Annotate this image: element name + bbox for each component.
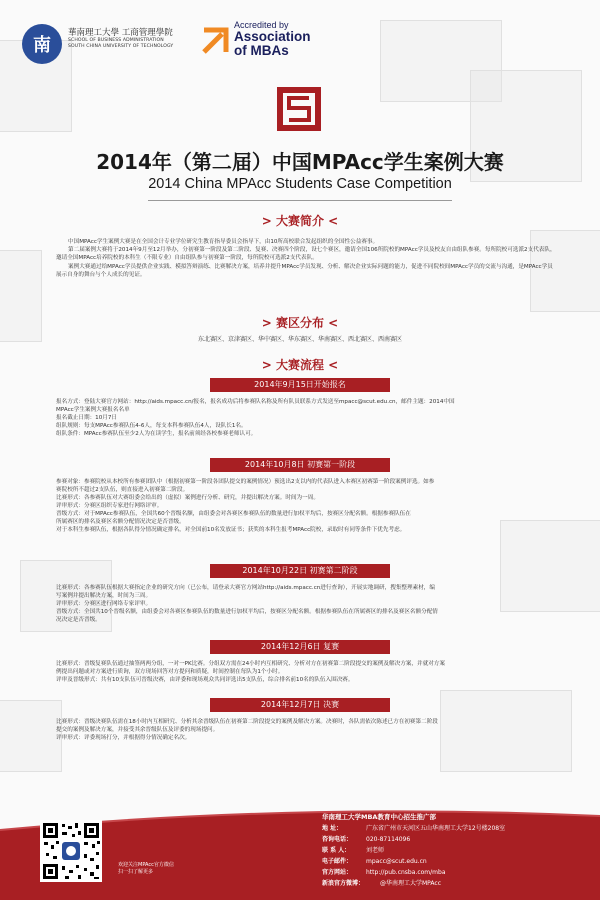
stage-5-line: 提交的案例及解决方案，并接受其余晋级队伍及评委的现场提问。 [56, 727, 219, 733]
regions-heading: > 赛区分布 < [261, 316, 339, 330]
qr-caption-line-1: 欢迎关注MPAcc官方微信 [118, 862, 174, 868]
contact-row-email [322, 856, 592, 867]
stage-1-bar: 2014年9月15日开始报名 [210, 378, 390, 392]
stage-2-bar: 2014年10月8日 初赛第一阶段 [210, 458, 390, 472]
contact-row-person [322, 845, 592, 856]
email-link[interactable]: mpacc@scut.edu.cn [366, 858, 427, 865]
competition-emblem-icon [276, 86, 322, 132]
intro-paragraph-2: 第二届案例大赛将于2014年9月至12月举办，分初赛第一阶段及第二阶段、复赛、决赛四个阶段，设七个赛区，邀请全国106所院校的MPAcc学员及校友自由组队参赛。每所院校可选派2支代表队，邀请全国MPAcc培养院校的本科生（不限专业）自由组队参与初赛第一阶段，每所院校可选派2支代表队。 [56, 247, 556, 262]
seal-glyph: 南 [33, 35, 51, 56]
amba-line-1: Accredited by [234, 20, 289, 30]
stage-5-line: 评审形式：评委现场打分，并根据得分情况确定名次。 [56, 735, 191, 741]
contact-row-website [322, 867, 592, 878]
title-chinese: 2014年（第二届）中国MPAcc学生案例大赛 [96, 150, 504, 174]
contact-row-address [322, 823, 592, 834]
intro-heading: > 大赛简介 < [261, 214, 339, 228]
stage-4-bar: 2014年12月6日 复赛 [210, 640, 390, 654]
regions-list: 东北赛区、京津赛区、华中赛区、华东赛区、华南赛区、西北赛区、西南赛区 [197, 336, 402, 343]
stage-5-details [56, 718, 552, 742]
amba-arrow-icon [200, 26, 230, 56]
stage-2-line: 比赛形式：各参赛队伍对大赛组委会给出的（虚拟）案例进行分析、研究，并提出解决方案。时间为一周。 [56, 495, 319, 501]
contact-row-weibo [322, 878, 592, 889]
school-name-en-2: SOUTH CHINA UNIVERSITY OF TECHNOLOGY [68, 44, 174, 49]
process-heading: > 大赛流程 < [261, 358, 339, 372]
stage-1-line: MPAcc学生案例大赛报名名单 [56, 407, 130, 413]
contact-person-value: 刘老师 [366, 847, 385, 854]
stage-3-line: 况决定是否晋级。 [56, 617, 101, 623]
website-label: 官方网站： [322, 869, 353, 876]
scut-seal-logo [22, 24, 62, 64]
contact-person-label: 联 系 人： [322, 847, 351, 854]
wechat-qr-code[interactable] [40, 820, 102, 882]
stage-1-line: 组队条件：MPAcc参赛队伍至少2人为在读学生，报名前须经各校参赛老师认可。 [56, 431, 257, 437]
address-label: 地 址： [322, 825, 343, 832]
stage-4-line: 例提出问题或对方案进行质询，双方现场回答对方提问和质疑，时间控制在每队为1个小时。 [56, 669, 284, 675]
stage-1-line: 报名方式：登陆大赛官方网站：http://aids.mpacc.cn/报名，报名成功后将参赛队名称及所有队员联系方式发送至mpacc@scut.edu.cn，邮件主题：2014中国 [56, 399, 455, 405]
stage-2-line: 赛院校所不超过2支队伍，则直接进入初赛第二阶段。 [56, 487, 189, 493]
phone-label: 咨询电话： [322, 836, 353, 843]
stage-3-bar: 2014年10月22日 初赛第二阶段 [210, 564, 390, 578]
stage-3-line: 评审形式：分赛区进行网络专家评审。 [56, 601, 152, 607]
amba-line-2: Association [234, 29, 311, 44]
stage-1-details [56, 398, 552, 438]
title-english: 2014 China MPAcc Students Case Competition [148, 176, 452, 192]
stage-2-details [56, 478, 552, 534]
stage-2-line: 对于本科生参赛队伍，根据各队得分情况确定排名，对全国前10名发放证书；获奖的本科生报考MPAcc院校，录取时有同等条件下优先考虑。 [56, 527, 406, 533]
stage-3-line: 比赛形式：各参赛队伍根据大赛指定企业的研究方向（已公布，请登录大赛官方网站http://aids.mpacc.cn进行查询），开展实地调研，搜集整理素材，编 [56, 585, 435, 591]
stage-5-line: 比赛形式：晋级决赛队伍需在18小时内互相研究、分析其余晋级队伍在初赛第二阶段提交的案例及解决方案。决赛时，各队需依次陈述已方在初赛第二阶段 [56, 719, 438, 725]
contact-row-phone [322, 834, 592, 845]
school-name [68, 26, 198, 50]
stage-2-line: 评审形式：分赛区组织专家进行网络评审。 [56, 503, 163, 509]
contact-info [322, 812, 592, 889]
intro-paragraph-3: 案例大赛通过给MPAcc学员提供企业实践、模拟答辩演练、比赛解决方案，培养并提升MPAcc学员发现、分析、解决企业实际问题的能力，促进不同院校间MPAcc学员的交流与沟通，是MPAcc学员展示自身的舞台与个人成长的见证。 [56, 263, 553, 278]
stage-3-line: 写案例并提出解决方案，时间为三周。 [56, 593, 152, 599]
contact-title: 华南理工大学MBA教育中心招生推广部 [322, 813, 436, 821]
qr-caption [118, 862, 198, 876]
title-divider [148, 200, 452, 201]
website-link[interactable]: http://pub.cnsba.com/mba [366, 869, 446, 876]
stage-1-line: 报名截止日期：10月7日 [56, 415, 118, 421]
stage-3-line: 晋级方式：全国共10个晋级名额，由组委会对各赛区参赛队伍的数量进行加权平均后，按赛区分配名额。根据参赛队伍在所属赛区的排名及赛区名额分配情 [56, 609, 438, 615]
background-square [0, 700, 62, 772]
weibo-label: 新浪官方微博： [322, 880, 365, 887]
address-value: 广东省广州市天河区五山华南理工大学12号楼208室 [366, 825, 506, 832]
stage-2-line: 参赛对象：参赛院校从本校所有参赛团队中（根据初赛第一阶段各团队提交的案例情况）预选出2支以内的代表队进入本赛区初赛第一阶段案例评选。如参 [56, 479, 435, 485]
school-name-en-1: SCHOOL OF BUSINESS ADMINISTRATION [68, 38, 164, 43]
stage-2-line: 所属赛区的排名及赛区名额分配情况决定是否晋级。 [56, 519, 185, 525]
weibo-link[interactable]: @华南理工大学MPAcc [380, 880, 442, 887]
stage-4-line: 比赛形式：晋级复赛队伍通过抽签两两分组，一对一PK比赛。分组双方需在24小时内互相研究、分析对方在初赛第二阶段提交的案例及解决方案，并就对方案 [56, 661, 445, 667]
stage-4-details [56, 660, 552, 684]
email-label: 电子邮件： [322, 858, 353, 865]
phone-value[interactable]: 020-87114096 [366, 836, 411, 843]
amba-logo-text [234, 20, 311, 58]
stage-1-line: 组队规则：每支MPAcc参赛队伍4-6人，每支本科参赛队伍4人，设队长1名。 [56, 423, 247, 429]
stage-2-line: 晋级方式：对于MPAcc参赛队伍，全国共60个晋级名额，由组委会对各赛区参赛队伍的数量进行加权平均后，按赛区分配名额。根据参赛队伍在 [56, 511, 411, 517]
qr-caption-line-2: 扫一扫了解更多 [118, 869, 154, 875]
school-name-cn: 華南理工大學 工商管理學院 [68, 28, 173, 38]
stage-3-details [56, 584, 552, 624]
stage-4-line: 评审及晋级形式：共有10支队伍可晋级决赛，由评委和现场观众共同评选出5支队伍，综合排名前10名的队伍入围决赛。 [56, 677, 354, 683]
amba-line-3: of MBAs [234, 43, 289, 58]
intro-text [56, 238, 556, 279]
stage-5-bar: 2014年12月7日 决赛 [210, 698, 390, 712]
header [0, 0, 600, 80]
intro-paragraph-1: 中国MPAcc学生案例大赛是在全国会计专业学位研究生教育指导委员会指导下，由10所高校联合发起组织的全国性公益赛事。 [68, 239, 379, 245]
